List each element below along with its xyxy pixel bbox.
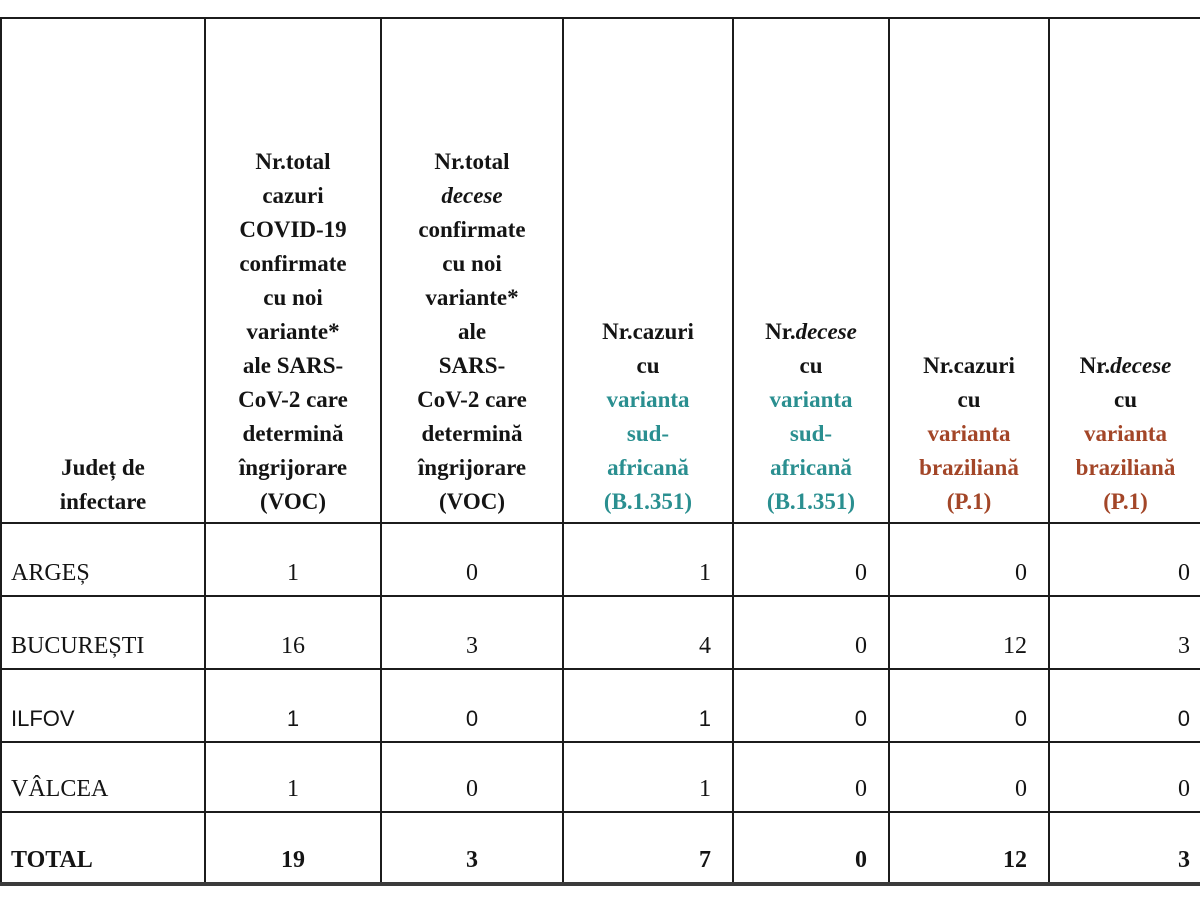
header-line	[4, 485, 202, 519]
header-text-segment: cu	[957, 387, 981, 412]
header-text-segment: Nr.	[1079, 353, 1111, 378]
cell-total-cazuri-b1351: 7	[563, 812, 733, 884]
header-text-segment: îngrijorare	[417, 455, 527, 480]
row-label-arges: ARGEȘ	[1, 523, 205, 596]
header-line	[384, 145, 560, 179]
header-text-segment: (VOC)	[260, 489, 326, 514]
col-header-decese-b1351	[733, 18, 889, 523]
row-bucuresti	[1, 596, 1200, 669]
header-line	[384, 383, 560, 417]
cell-total-total-cazuri-voc: 19	[205, 812, 381, 884]
header-text-segment: africană	[607, 455, 689, 480]
cell-bucuresti-cazuri-b1351: 4	[563, 596, 733, 669]
header-text-segment: ale	[457, 319, 487, 344]
header-line	[384, 485, 560, 519]
col-header-cazuri-b1351	[563, 18, 733, 523]
header-text-segment: Nr.total	[255, 149, 331, 174]
header-line	[384, 247, 560, 281]
header-line	[736, 349, 886, 383]
cell-valcea-total-decese-voc: 0	[381, 742, 563, 812]
cell-arges-total-cazuri-voc: 1	[205, 523, 381, 596]
header-line	[566, 315, 730, 349]
col-header-cazuri-p1	[889, 18, 1049, 523]
cell-ilfov-cazuri-b1351: 1	[563, 669, 733, 742]
header-text-segment: varianta	[606, 387, 690, 412]
cell-ilfov-decese-p1: 0	[1049, 669, 1200, 742]
covid-voc-table	[0, 17, 1200, 886]
cell-valcea-cazuri-b1351: 1	[563, 742, 733, 812]
header-text-segment: infectare	[59, 489, 147, 514]
header-text-segment: sud-	[626, 421, 670, 446]
cell-total-cazuri-p1: 12	[889, 812, 1049, 884]
col-header-total-decese-voc	[381, 18, 563, 523]
header-text-segment: cu	[636, 353, 660, 378]
header-line	[208, 485, 378, 519]
row-arges	[1, 523, 1200, 596]
header-text-segment: decese	[795, 319, 857, 344]
header-line	[384, 417, 560, 451]
header-text-segment: Județ de	[61, 455, 145, 480]
row-valcea	[1, 742, 1200, 812]
cell-valcea-cazuri-p1: 0	[889, 742, 1049, 812]
table-body	[1, 523, 1200, 884]
header-text-segment: confirmate	[239, 251, 347, 276]
cell-ilfov-total-cazuri-voc: 1	[205, 669, 381, 742]
header-text-segment: braziliană	[919, 455, 1019, 480]
header-line	[1052, 383, 1199, 417]
header-text-segment: Nr.total	[434, 149, 510, 174]
cell-total-decese-p1: 3	[1049, 812, 1200, 884]
header-text-segment: varianta	[769, 387, 853, 412]
header-text-segment: cu noi	[263, 285, 323, 310]
header-line	[892, 383, 1046, 417]
header-text-segment: (B.1.351)	[766, 489, 856, 514]
row-label-ilfov: ILFOV	[1, 669, 205, 742]
cell-valcea-decese-b1351: 0	[733, 742, 889, 812]
row-label-total: TOTAL	[1, 812, 205, 884]
header-line	[892, 349, 1046, 383]
cell-arges-total-decese-voc: 0	[381, 523, 563, 596]
cell-bucuresti-total-decese-voc: 3	[381, 596, 563, 669]
header-text-segment: (P.1)	[1103, 489, 1148, 514]
header-text-segment: ale SARS-	[242, 353, 344, 378]
cell-ilfov-total-decese-voc: 0	[381, 669, 563, 742]
header-text-segment: braziliană	[1075, 455, 1176, 480]
header-line	[566, 451, 730, 485]
header-line	[892, 417, 1046, 451]
header-text-segment: decese	[1110, 353, 1172, 378]
cell-bucuresti-decese-p1: 3	[1049, 596, 1200, 669]
header-text-segment: COVID-19	[239, 217, 347, 242]
header-text-segment: îngrijorare	[238, 455, 348, 480]
header-line	[208, 417, 378, 451]
header-line	[566, 485, 730, 519]
header-line	[384, 179, 560, 213]
header-text-segment: Nr.cazuri	[923, 353, 1015, 378]
header-text-segment: variante*	[425, 285, 519, 310]
cell-arges-cazuri-b1351: 1	[563, 523, 733, 596]
header-line	[736, 315, 886, 349]
header-line	[208, 213, 378, 247]
header-line	[566, 417, 730, 451]
header-line	[384, 213, 560, 247]
header-text-segment: variante*	[246, 319, 340, 344]
header-text-segment: determină	[421, 421, 523, 446]
header-line	[736, 451, 886, 485]
header-text-segment: Nr.cazuri	[602, 319, 694, 344]
header-text-segment: (B.1.351)	[603, 489, 693, 514]
cell-arges-decese-b1351: 0	[733, 523, 889, 596]
header-line	[208, 145, 378, 179]
header-line	[566, 349, 730, 383]
header-line	[208, 349, 378, 383]
cell-total-decese-b1351: 0	[733, 812, 889, 884]
header-text-segment: sud-	[789, 421, 833, 446]
header-line	[384, 315, 560, 349]
cell-ilfov-decese-b1351: 0	[733, 669, 889, 742]
header-line	[1052, 417, 1199, 451]
header-text-segment: cu	[799, 353, 823, 378]
row-label-valcea: VÂLCEA	[1, 742, 205, 812]
col-header-decese-p1	[1049, 18, 1200, 523]
cell-valcea-decese-p1: 0	[1049, 742, 1200, 812]
header-line	[892, 451, 1046, 485]
table-header	[1, 18, 1200, 523]
header-line	[208, 451, 378, 485]
header-line	[208, 383, 378, 417]
header-text-segment: cazuri	[262, 183, 324, 208]
header-line	[736, 383, 886, 417]
header-text-segment: confirmate	[418, 217, 526, 242]
row-ilfov	[1, 669, 1200, 742]
header-line	[384, 281, 560, 315]
header-text-segment: (VOC)	[439, 489, 505, 514]
cell-arges-cazuri-p1: 0	[889, 523, 1049, 596]
header-text-segment: decese	[441, 183, 503, 208]
header-line	[208, 281, 378, 315]
cell-total-total-decese-voc: 3	[381, 812, 563, 884]
cell-bucuresti-total-cazuri-voc: 16	[205, 596, 381, 669]
cell-valcea-total-cazuri-voc: 1	[205, 742, 381, 812]
row-total	[1, 812, 1200, 884]
header-text-segment: (P.1)	[946, 489, 992, 514]
header-text-segment: varianta	[1083, 421, 1168, 446]
header-line	[208, 247, 378, 281]
cell-ilfov-cazuri-p1: 0	[889, 669, 1049, 742]
header-text-segment: varianta	[927, 421, 1011, 446]
header-line	[384, 349, 560, 383]
header-line	[4, 451, 202, 485]
header-line	[1052, 451, 1199, 485]
header-text-segment: cu noi	[442, 251, 502, 276]
header-line	[736, 485, 886, 519]
header-text-segment: CoV-2 care	[238, 387, 348, 412]
header-text-segment: africană	[770, 455, 852, 480]
header-line	[384, 451, 560, 485]
header-text-segment: CoV-2 care	[417, 387, 527, 412]
header-line	[566, 383, 730, 417]
header-line	[208, 315, 378, 349]
header-row	[1, 18, 1200, 523]
header-text-segment: cu	[1114, 387, 1137, 412]
header-line	[1052, 349, 1199, 383]
header-text-segment: SARS-	[438, 353, 506, 378]
row-label-bucuresti: BUCUREȘTI	[1, 596, 205, 669]
header-line	[736, 417, 886, 451]
header-text-segment: Nr.	[765, 319, 796, 344]
cell-arges-decese-p1: 0	[1049, 523, 1200, 596]
cell-bucuresti-decese-b1351: 0	[733, 596, 889, 669]
col-header-judet	[1, 18, 205, 523]
header-text-segment: determină	[242, 421, 344, 446]
col-header-total-cazuri-voc	[205, 18, 381, 523]
cell-bucuresti-cazuri-p1: 12	[889, 596, 1049, 669]
header-line	[208, 179, 378, 213]
header-line	[892, 485, 1046, 519]
header-line	[1052, 485, 1199, 519]
